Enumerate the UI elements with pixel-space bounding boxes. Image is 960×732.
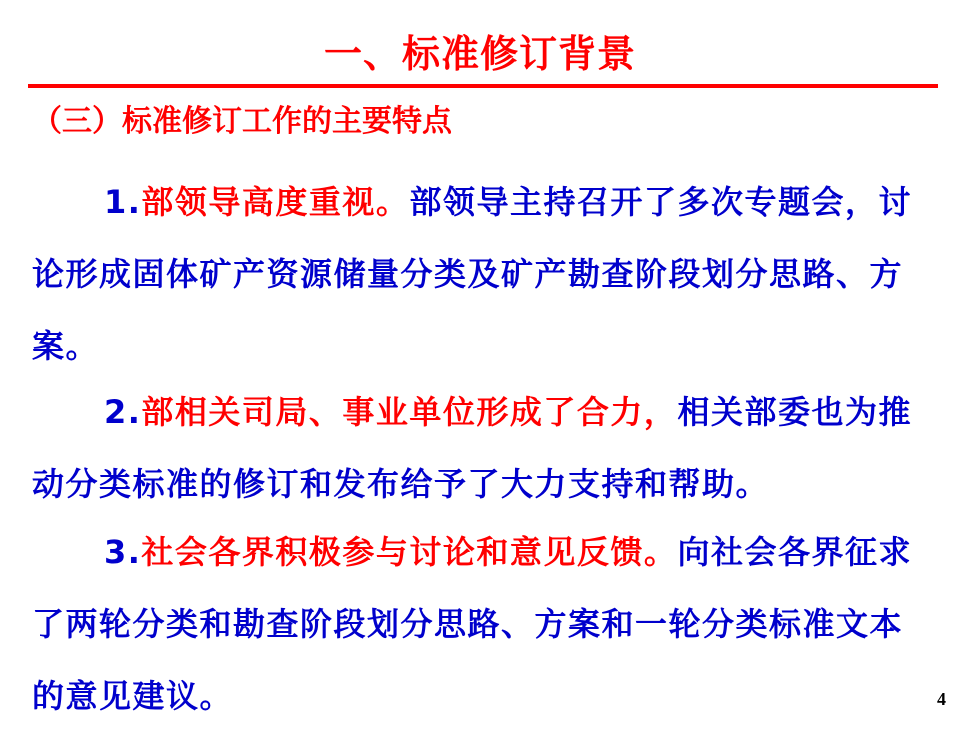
paragraph-2-number: 2.: [104, 393, 142, 431]
paragraph-2: [32, 376, 932, 520]
paragraph-2-highlight: 部相关司局、事业单位形成了合力，: [141, 393, 678, 431]
paragraph-3-text: 向社会各界征求了两轮分类和勘查阶段划分思路、方案和一轮分类标准文本的意见建议。: [32, 533, 912, 715]
section-subtitle: （三）标准修订工作的主要特点: [32, 104, 452, 139]
paragraph-3-number: 3.: [104, 533, 142, 571]
paragraph-1: [32, 166, 932, 382]
paragraph-1-text: 部领导主持召开了多次专题会，讨论形成固体矿产资源储量分类及矿产勘查阶段划分思路、方案。: [32, 183, 912, 365]
title-divider: [28, 84, 938, 88]
paragraph-1-highlight: 部领导高度重视。: [141, 183, 410, 221]
paragraph-3: [32, 516, 932, 732]
slide-title: 一、标准修订背景: [323, 32, 636, 76]
page-number: 4: [937, 689, 946, 709]
paragraph-2-text: 相关部委也为推动分类标准的修订和发布给予了大力支持和帮助。: [32, 393, 912, 503]
paragraph-3-highlight: 社会各界积极参与讨论和意见反馈。: [141, 533, 678, 571]
paragraph-1-number: 1.: [104, 183, 142, 221]
